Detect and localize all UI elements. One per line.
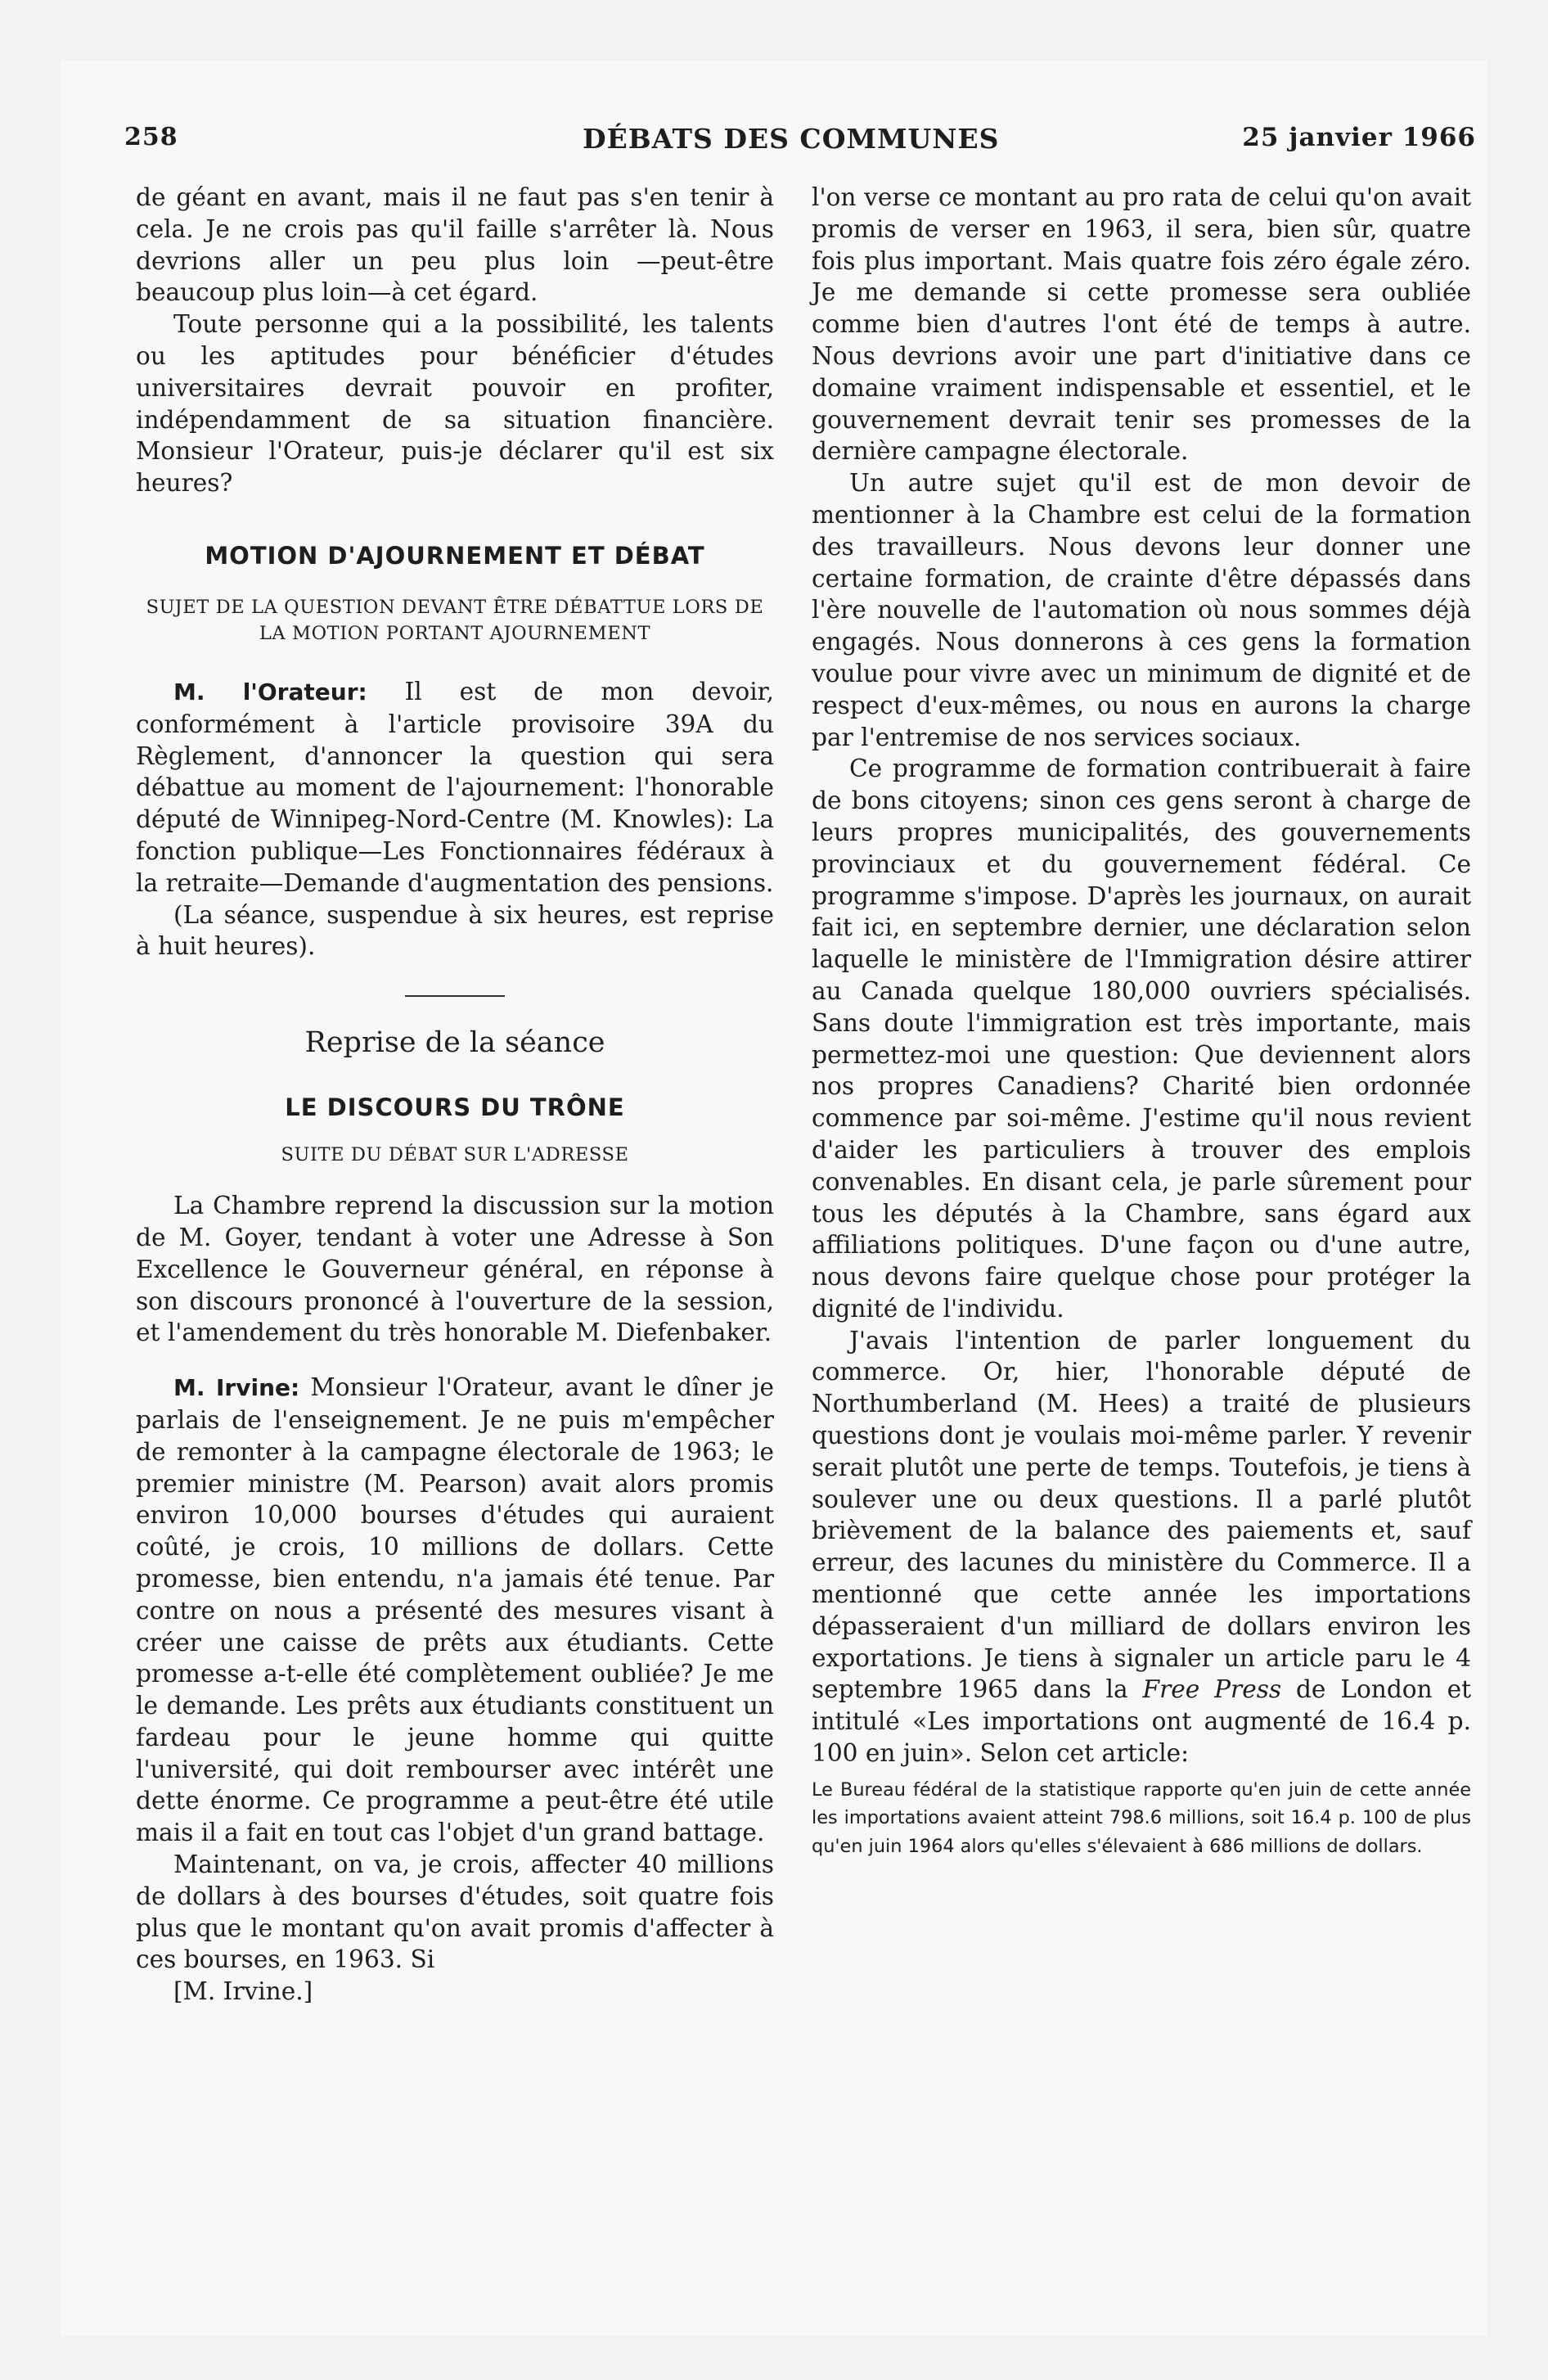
- discours-subheading: SUITE DU DÉBAT SUR L'ADRESSE: [281, 1144, 629, 1166]
- motion-subheading: SUJET DE LA QUESTION DEVANT ÊTRE DÉBATTUE LORS DE LA MOTION PORTANT AJOURNEMENT: [146, 596, 764, 644]
- speaker-note: [M. Irvine.]: [173, 1977, 313, 2006]
- left-paragraph-1: [136, 182, 774, 309]
- right-paragraph-2: Un autre sujet qu'il est de mon devoir de mentionner à la Chambre est celui de la formation des travailleurs. Nous devons leur donner une certaine formation, de crainte d'être dépassés dans l'ère nouvelle de l'automation où nous sommes déjà engagés. Nous donnerons à ces gens la formation voulue pour vivre avec un minimum de dignité et de respect d'eux-mêmes, ou nous en aurons la charge par l'entremise de nos services sociaux.: [812, 469, 1471, 751]
- speaker-orateur: M. l'Orateur:: [173, 678, 367, 705]
- chambre-paragraph: La Chambre reprend la discussion sur la motion de M. Goyer, tendant à voter une Adresse à Son Excellence le Gouverneur général, en réponse à son discours prononcé à l'ouverture de la session, et l'amendement du très honorable M. Diefenbaker.: [136, 1192, 774, 1347]
- left-paragraph-2: Toute personne qui a la possibilité, les talents ou les aptitudes pour bénéficier d'études universitaires devrait pouvoir en profiter, indépendamment de sa situation financière. Monsieur l'Orateur, puis-je déclarer qu'il est six heures?: [136, 310, 774, 498]
- running-title: DÉBATS DES COMMUNES: [583, 123, 1000, 155]
- suspension-note: (La séance, suspendue à six heures, est reprise à huit heures).: [136, 900, 774, 961]
- page-header: [124, 123, 1476, 164]
- reprise-heading: Reprise de la séance: [304, 1026, 605, 1060]
- orateur-statement: [136, 676, 774, 899]
- discours-heading: LE DISCOURS DU TRÔNE: [285, 1093, 625, 1122]
- publication-title: Free Press: [1142, 1675, 1282, 1704]
- section-divider: [405, 995, 505, 997]
- speaker-irvine: M. Irvine:: [173, 1374, 300, 1402]
- right-paragraph-4-b: de London et intitulé «Les importations ont augmenté de 16.4 p. 100 en juin». Selon cet article:: [812, 1675, 1471, 1768]
- left-paragraph-1-text: de géant en avant, mais il ne faut pas s'en tenir à cela. Je ne crois pas qu'il faille s'arrêter là. Nous devrions aller un peu plus loin —peut-être beaucoup plus loin—à cet égard.: [136, 183, 774, 307]
- quoted-article: Le Bureau fédéral de la statistique rapporte qu'en juin de cette année les importations avaient atteint 798.6 millions, soit 16.4 p. 100 de plus qu'en juin 1964 alors qu'elles s'élevaient à 686 millions de dollars.: [812, 1778, 1471, 1857]
- right-paragraph-4-a: J'avais l'intention de parler longuement du commerce. Or, hier, l'honorable député de Northumberland (M. Hees) a traité de plusieurs questions dont je voulais moi-même parler. Y revenir serait plutôt une perte de temps. Toutefois, je tiens à soulever une ou deux questions. Il a parlé plutôt brièvement de la balance des paiements et, sauf erreur, des lacunes du ministère du Commerce. Il a mentionné que cette année les importations dépasseraient d'un milliard de dollars environ les exportations. Je tiens à signaler un article paru le 4 septembre 1965 dans la: [812, 1326, 1471, 1704]
- right-paragraph-3: Ce programme de formation contribuerait à faire de bons citoyens; sinon ces gens seront à charge de leurs propres municipalités, des gouvernements provinciaux et du gouvernement fédéral. Ce programme s'impose. D'après les journaux, on aurait fait ici, en septembre dernier, une déclaration selon laquelle le ministère de l'Immigration désire attirer au Canada quelque 180,000 ouvriers spécialisés. Sans doute l'immigration est très importante, mais permettez-moi une question: Que deviennent alors nos propres Canadiens? Charité bien ordonnée commence par soi-même. J'estime qu'il nous revient d'aider les particuliers à trouver des emplois convenables. En disant cela, je parle sûrement pour tous les députés à la Chambre, sans égard aux affiliations politiques. D'une façon ou d'une autre, nous devons faire quelque chose pour protéger la dignité de l'individu.: [812, 755, 1471, 1323]
- header-date: 25 janvier 1966: [1242, 123, 1476, 152]
- irvine-statement: [136, 1372, 774, 1849]
- irvine-text: Monsieur l'Orateur, avant le dîner je parlais de l'enseignement. Je ne puis m'empêcher de remonter à la campagne électorale de 1963; le premier ministre (M. Pearson) avait alors promis environ 10,000 bourses d'études qui auraient coûté, je crois, 10 millions de dollars. Cette promesse, bien entendu, n'a jamais été tenue. Par contre on nous a présenté des mesures visant à créer une caisse de prêts aux étudiants. Cette promesse a-t-elle été complètement oubliée? Je me le demande. Les prêts aux étudiants constituent un fardeau pour le jeune homme qui quitte l'université, qui doit rembourser avec intérêt une dette énorme. Ce programme a peut-être été utile mais il a fait en tout cas l'objet d'un grand battage.: [136, 1373, 774, 1847]
- right-column: [812, 182, 1471, 1860]
- maintenant-paragraph: Maintenant, on va, je crois, affecter 40 millions de dollars à des bourses d'études, soit quatre fois plus que le montant qu'on avait promis d'affecter à ces bourses, en 1963. Si: [136, 1850, 774, 1974]
- page-number: 258: [124, 123, 178, 151]
- right-paragraph-1: l'on verse ce montant au pro rata de celui qu'on avait promis de verser en 1963, il sera, bien sûr, quatre fois plus important. Mais quatre fois zéro égale zéro. Je me demande si cette promesse sera oubliée comme bien d'autres l'ont été de temps à autre. Nous devrions avoir une part d'initiative dans ce domaine vraiment indispensable et essentiel, et le gouvernement devrait tenir ses promesses de la dernière campagne électorale.: [812, 183, 1471, 466]
- left-column: [136, 182, 774, 2008]
- orateur-text: Il est de mon devoir, conformément à l'article provisoire 39A du Règlement, d'annoncer la question qui sera débattue au moment de l'ajournement: l'honorable député de Winnipeg-Nord-Centre (M. Knowles): La fonction publique—Les Fonctionnaires fédéraux à la retraite—Demande d'augmentation des pensions.: [136, 677, 774, 897]
- right-paragraph-4: [812, 1325, 1471, 1769]
- motion-heading: MOTION D'AJOURNEMENT ET DÉBAT: [205, 541, 705, 570]
